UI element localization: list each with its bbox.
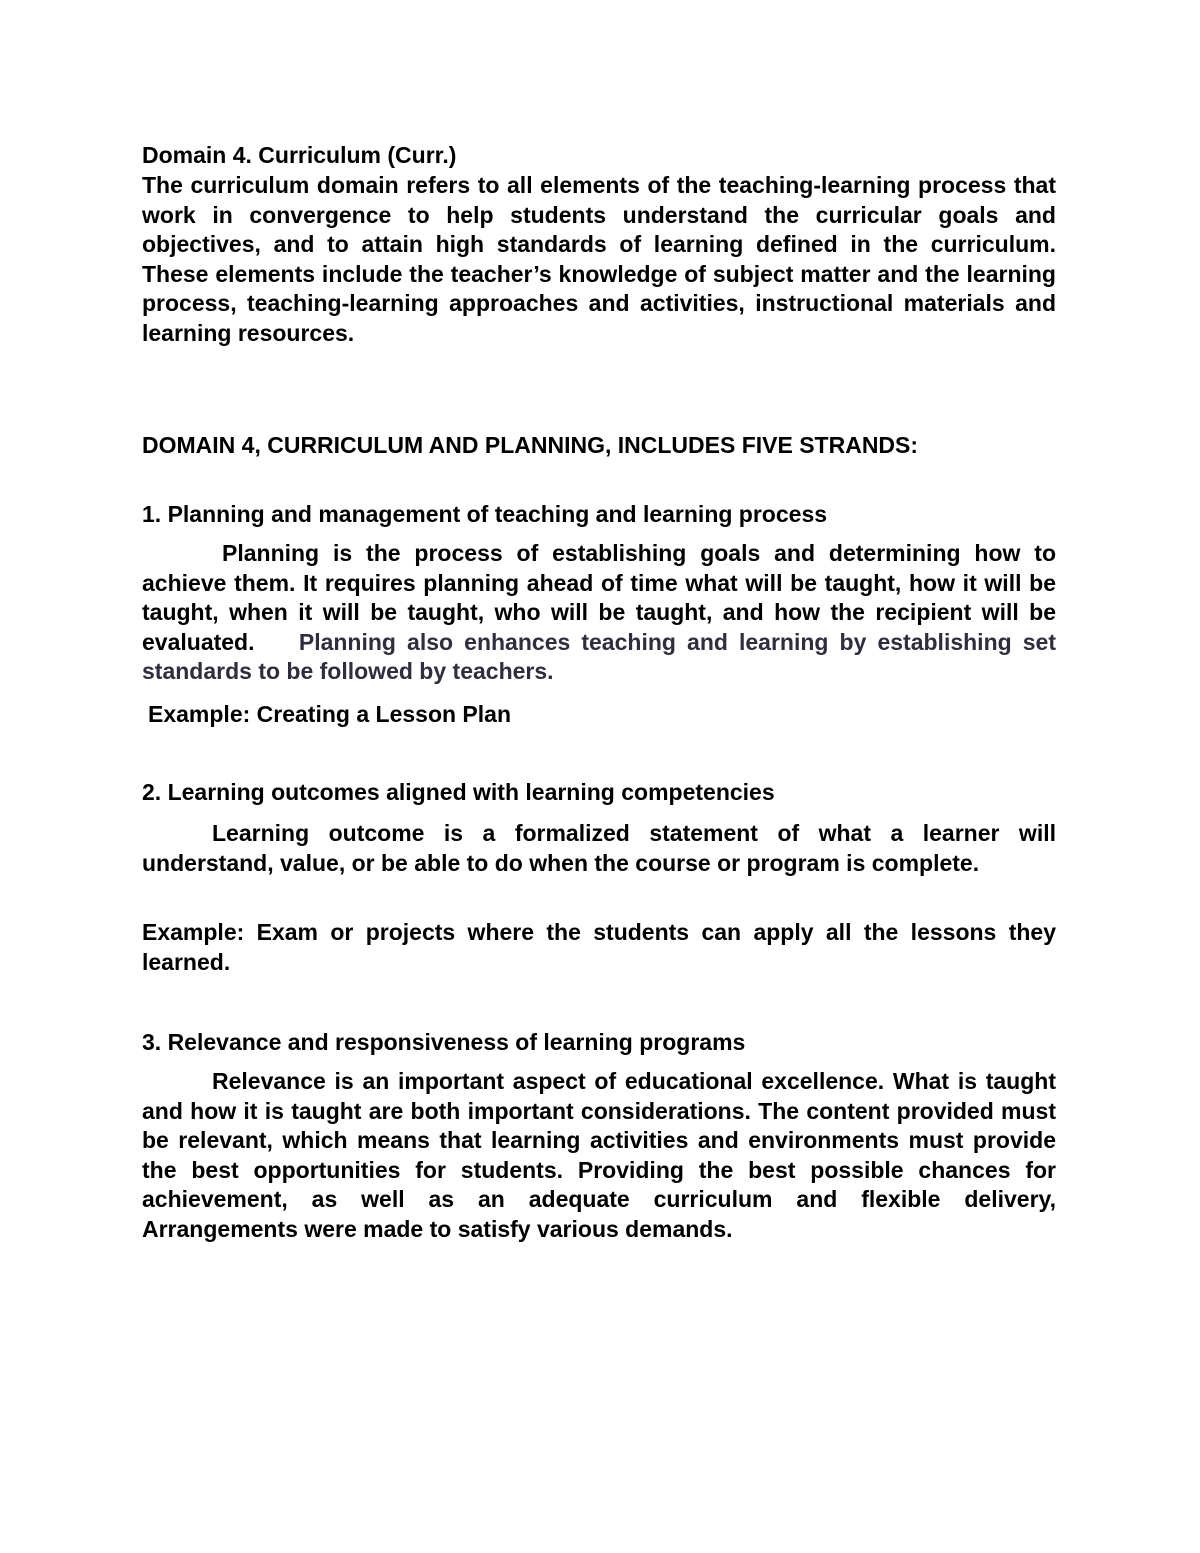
strand-1-body-accent: Planning also enhances teaching and learning by establishing set standards to be followed by teachers. xyxy=(142,628,1057,684)
strand-1-title: 1. Planning and management of teaching and learning process xyxy=(142,501,828,527)
document-heading: Domain 4. Curriculum (Curr.) xyxy=(142,142,457,168)
intro-paragraph: The curriculum domain refers to all elements of the teaching-learning process that work in convergence to help students understand the curricular goals and objectives, and to attain high standards of learning defined in the curriculum. These elements include the teacher’s knowledge of subject matter and the learning process, teaching-learning approaches and activities, instructional materials and learning resources. xyxy=(142,172,1056,346)
strand-1-body xyxy=(142,539,1056,687)
strands-heading: DOMAIN 4, CURRICULUM AND PLANNING, INCLUDES FIVE STRANDS: xyxy=(142,432,919,458)
strand-2-example: Example: Exam or projects where the students can apply all the lessons they learned. xyxy=(142,919,1056,975)
strand-3-title: 3. Relevance and responsiveness of learning programs xyxy=(142,1029,746,1055)
strand-3-body: Relevance is an important aspect of educational excellence. What is taught and how it is taught are both important considerations. The content provided must be relevant, which means that learning activities and environments must provide the best opportunities for students. Providing the best possible chances for achievement, as well as an adequate curriculum and flexible delivery, Arrangements were made to satisfy various demands. xyxy=(142,1068,1056,1242)
strand-2-title: 2. Learning outcomes aligned with learning competencies xyxy=(142,779,775,805)
strand-1-example: Example: Creating a Lesson Plan xyxy=(148,701,512,727)
strand-2-body: Learning outcome is a formalized statement of what a learner will understand, value, or be able to do when the course or program is complete. xyxy=(142,820,1056,876)
strand-1-body-text: Planning is the process of establishing goals and determining how to achieve them. It requires planning ahead of time what will be taught, how it will be taught, when it will be taught, who will be taught, and how the recipient will be evaluated. xyxy=(142,540,1056,655)
